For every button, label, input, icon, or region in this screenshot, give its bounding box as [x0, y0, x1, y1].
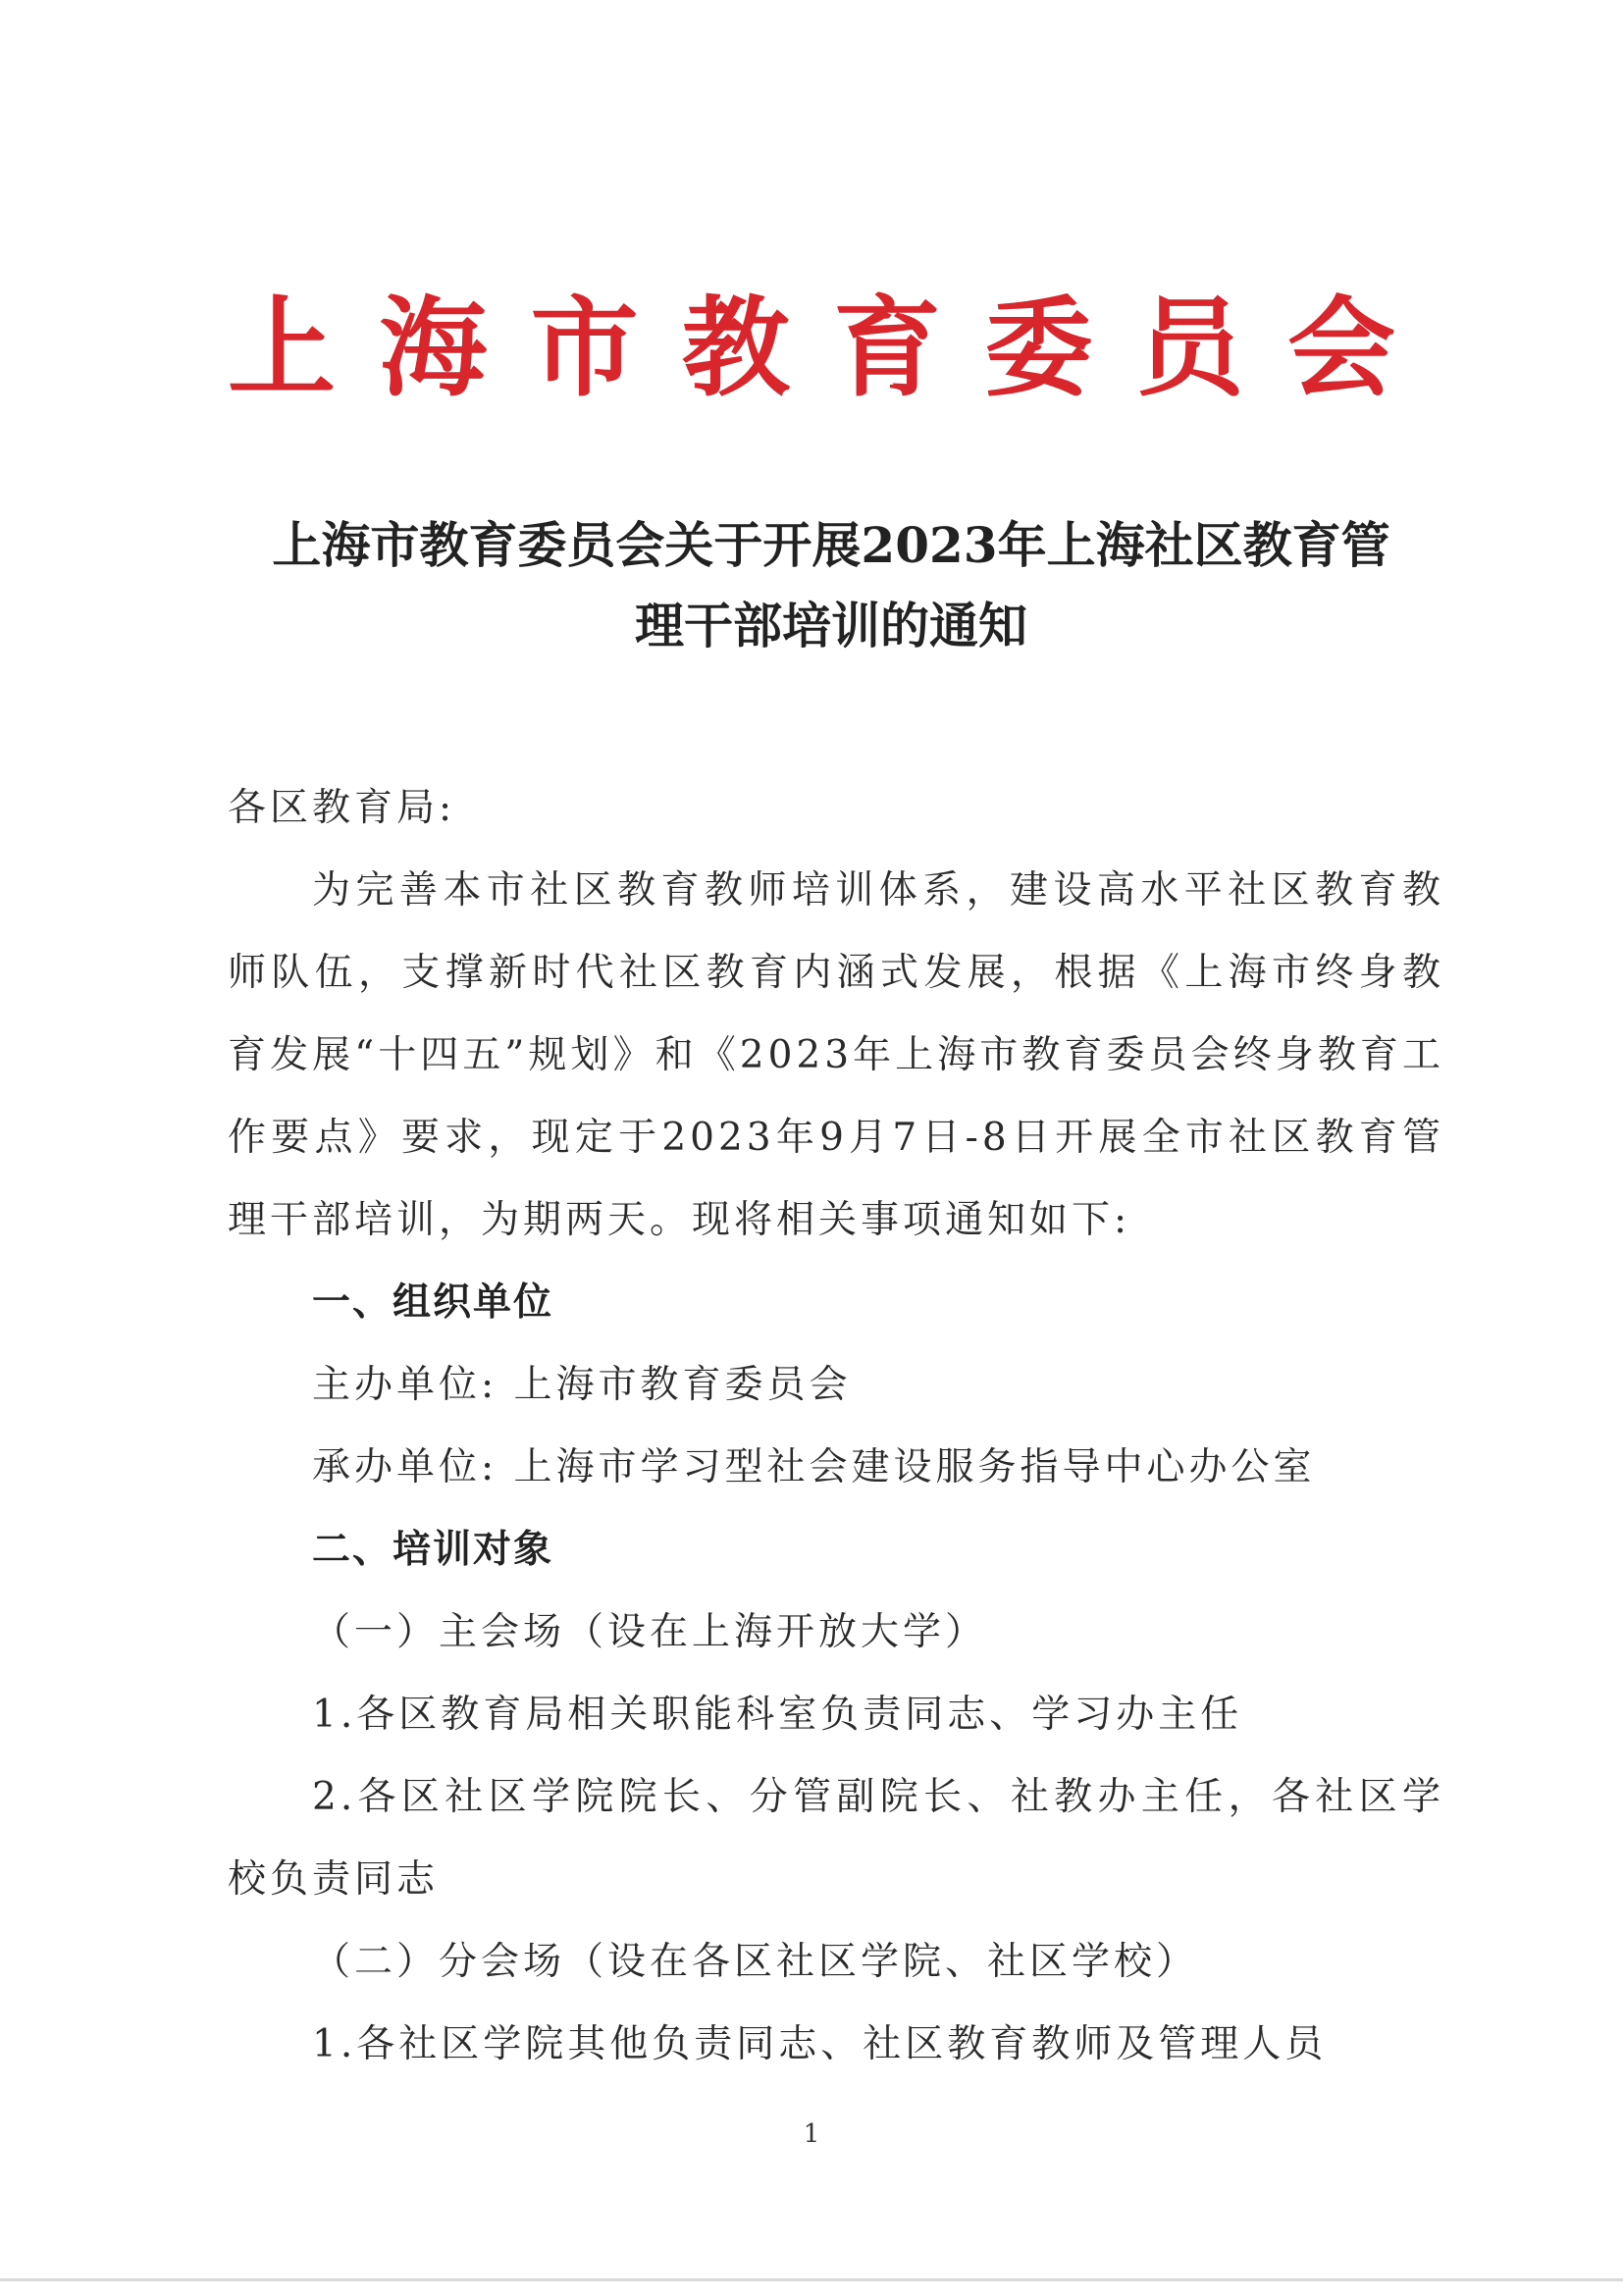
main-venue-item-2: 2.各区社区学院院长、分管副院长、社教办主任，各社区学校负责同志	[228, 1775, 1444, 1902]
sub-venue-item-1: 1.各社区学院其他负责同志、社区教育教师及管理人员	[312, 2022, 1328, 2066]
main-venue: （一）主会场（设在上海开放大学）	[312, 1610, 988, 1654]
title-line-2: 理干部培训的通知	[635, 597, 1027, 654]
masthead-char: 育	[833, 285, 942, 411]
intro-paragraph: 为完善本市社区教育教师培训体系，建设高水平社区教育教师队伍，支撑新时代社区教育内涵式发展，根据《上海市终身教育发展“十四五”规划》和《2023年上海市教育委员会终身教育工作要点》要求，现定于2023年9月7日-8日开展全市社区教育管理干部培训，为期两天。现将相关事项通知如下:	[228, 868, 1444, 1242]
masthead	[228, 285, 1395, 411]
masthead-char: 委	[984, 285, 1093, 411]
section-heading-trainees: 二、培训对象	[312, 1528, 554, 1572]
scan-edge-line	[0, 2278, 1623, 2281]
section-heading-organizers: 一、组织单位	[312, 1280, 554, 1325]
masthead-char: 员	[1135, 285, 1244, 411]
document-body	[228, 767, 1444, 2086]
host-unit: 主办单位: 上海市教育委员会	[312, 1363, 852, 1407]
organizer-unit: 承办单位: 上海市学习型社会建设服务指导中心办公室	[312, 1445, 1316, 1489]
masthead-char: 市	[530, 285, 639, 411]
masthead-char: 教	[681, 285, 790, 411]
masthead-char: 海	[379, 285, 488, 411]
page-number: 1	[803, 2119, 820, 2149]
sub-venue: （二）分会场（设在各区社区学院、社区学校）	[312, 1940, 1199, 1984]
salutation: 各区教育局:	[228, 786, 456, 830]
title-line-1: 上海市教育委员会关于开展2023年上海社区教育管	[272, 516, 1390, 574]
document-title	[228, 505, 1435, 666]
masthead-char: 上	[228, 285, 336, 411]
main-venue-item-1: 1.各区教育局相关职能科室负责同志、学习办主任	[312, 1693, 1243, 1737]
masthead-char: 会	[1286, 285, 1395, 411]
